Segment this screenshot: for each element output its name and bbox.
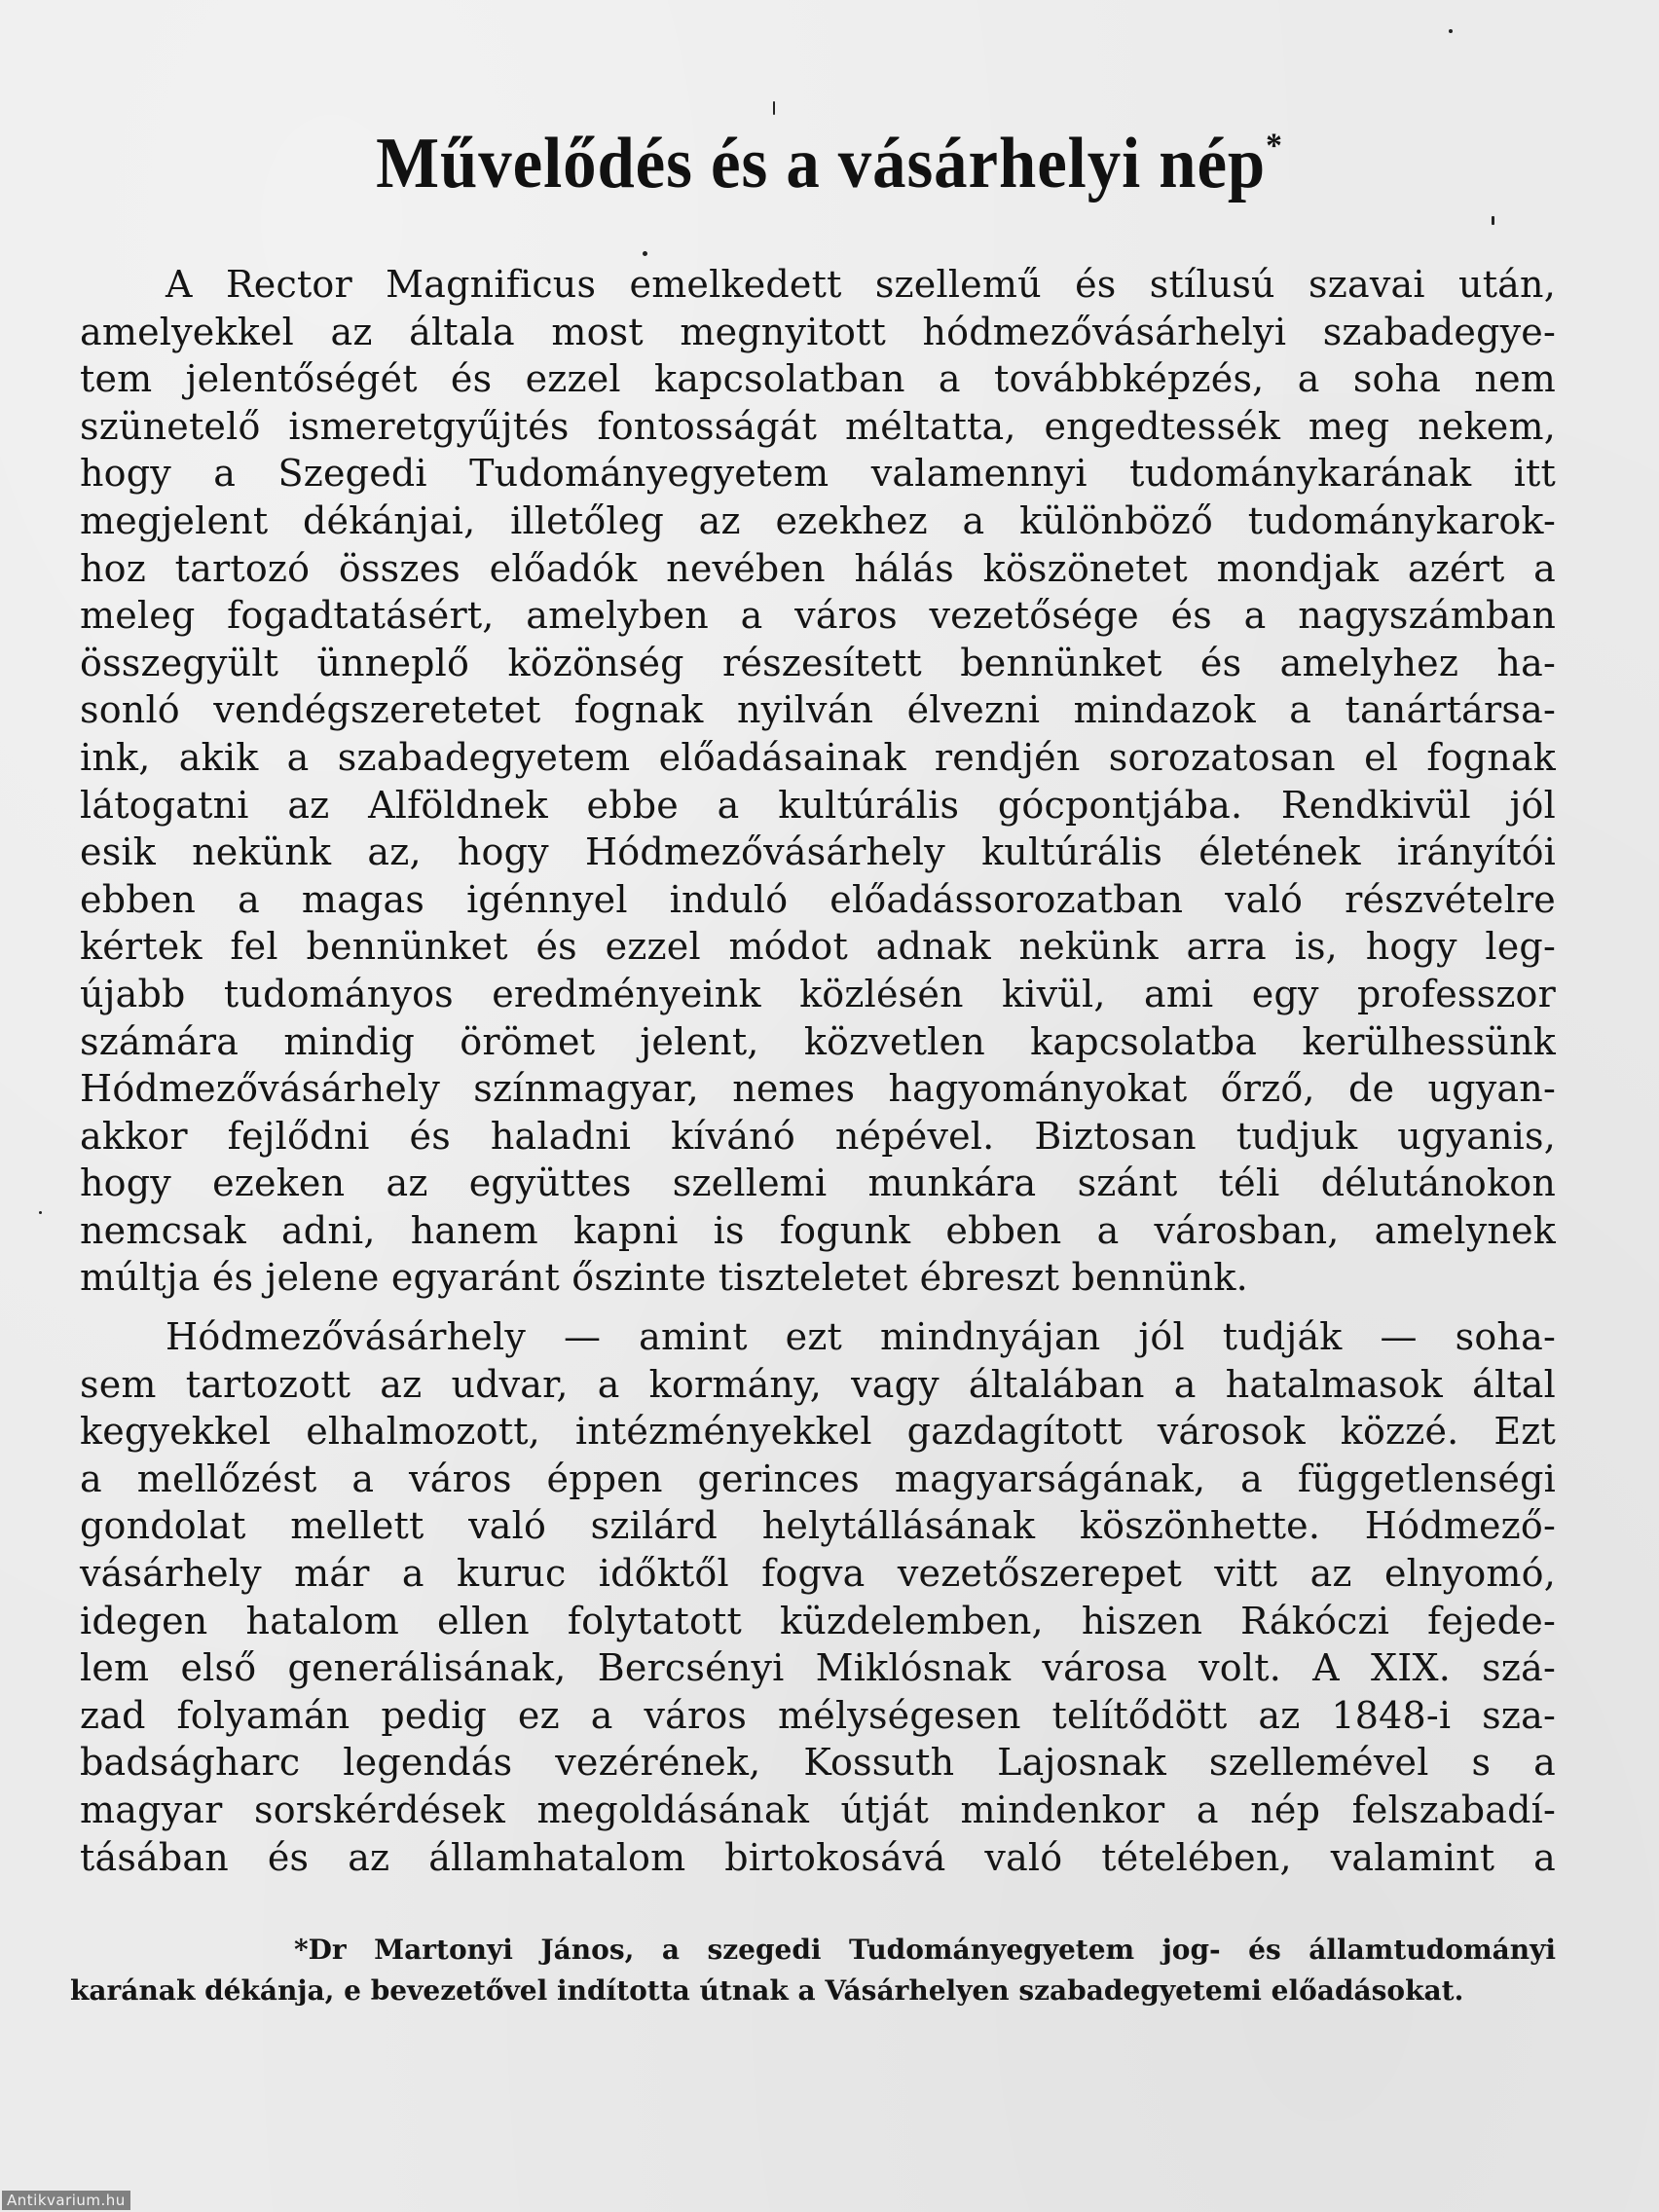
text-line: badságharc legendás vezérének, Kossuth Lajosnak szellemével s a — [80, 1741, 1556, 1785]
page-title-text: Művelődés és a vásárhelyi nép — [376, 124, 1267, 203]
text-line: zad folyamán pedig ez a város mélységesen telítődött az 1848-i sza- — [80, 1693, 1556, 1737]
text-line: ink, akik a szabadegyetem előadásainak rendjén sorozatosan el fognak — [80, 735, 1556, 779]
text-line: sonló vendégszeretetet fognak nyilván élvezni mindazok a tanártársa- — [80, 688, 1556, 732]
paper-speck — [1449, 29, 1453, 33]
text-line: hogy ezeken az együttes szellemi munkára szánt téli délutánokon — [80, 1161, 1556, 1205]
text-line: gondolat mellett való szilárd helytállásának köszönhette. Hódmező- — [80, 1504, 1556, 1548]
text-line: meleg fogadtatásért, amelyben a város vezetősége és a nagyszámban — [80, 594, 1556, 638]
text-line: amelyekkel az általa most megnyitott hódmezővásárhelyi szabadegye- — [80, 310, 1556, 353]
text-line: számára mindig örömet jelent, közvetlen kapcsolatba kerülhessünk — [80, 1019, 1556, 1063]
text-line: kegyekkel elhalmozott, intézményekkel gazdagított városok közzé. Ezt — [80, 1410, 1556, 1454]
paragraph-2 — [80, 1313, 1556, 1881]
text-line: múltja és jelene egyaránt őszinte tiszteletet ébreszt bennünk. — [80, 1256, 1248, 1300]
text-line: nemcsak adni, hanem kapni is fogunk ebben a városban, amelynek — [80, 1208, 1556, 1252]
text-line: hoz tartozó összes előadók nevében hálás köszönetet mondjak azért a — [80, 546, 1556, 590]
text-line: látogatni az Alföldnek ebbe a kultúrális gócpontjába. Rendkivül jól — [80, 783, 1556, 827]
paragraph-gap — [80, 1302, 1556, 1313]
text-line: tásában és az államhatalom birtokosává való tételében, valamint a — [80, 1835, 1556, 1879]
text-line: Hódmezővásárhely színmagyar, nemes hagyományokat őrző, de ugyan- — [80, 1067, 1556, 1111]
text-line: hogy a Szegedi Tudományegyetem valamennyi tudománykarának itt — [80, 452, 1556, 496]
text-line: A Rector Magnificus emelkedett szellemű és stílusú szavai után, — [166, 263, 1556, 306]
footnote-line: *Dr Martonyi János, a szegedi Tudományegyetem jog- és államtudományi — [294, 1934, 1556, 1966]
article-body — [80, 261, 1556, 1881]
text-line: akkor fejlődni és haladni kívánó népével. Biztosan tudjuk ugyanis, — [80, 1114, 1556, 1158]
text-line: Hódmezővásárhely — amint ezt mindnyájan jól tudják — soha- — [166, 1315, 1556, 1359]
text-line: összegyült ünneplő közönség részesített bennünket és amelyhez ha- — [80, 641, 1556, 684]
text-line: kértek fel bennünket és ezzel módot adnak nekünk arra is, hogy leg- — [80, 925, 1556, 969]
paper-speck — [643, 251, 647, 256]
watermark: Antikvarium.hu — [2, 2191, 130, 2210]
paper-speck — [39, 1211, 42, 1214]
text-line: a mellőzést a város éppen gerinces magyarságának, a függetlenségi — [80, 1456, 1556, 1500]
paper-speck — [773, 101, 775, 115]
text-line: idegen hatalom ellen folytatott küzdelemben, hiszen Rákóczi fejede- — [80, 1599, 1556, 1642]
footnote — [70, 1930, 1556, 2011]
footnote-line: karának dékánja, e bevezetővel indította útnak a Vásárhelyen szabadegyetemi előadásokat. — [70, 1974, 1464, 2007]
text-line: magyar sorskérdések megoldásának útját mindenkor a nép felszabadí- — [80, 1788, 1556, 1831]
text-line: tem jelentőségét és ezzel kapcsolatban a továbbképzés, a soha nem — [80, 357, 1556, 401]
text-line: ebben a magas igénnyel induló előadássorozatban való részvételre — [80, 877, 1556, 921]
text-line: vásárhely már a kuruc időktől fogva vezetőszerepet vitt az elnyomó, — [80, 1552, 1556, 1596]
text-line: lem első generálisának, Bercsényi Miklósnak városa volt. A XIX. szá- — [80, 1646, 1556, 1690]
footnote-marker: * — [1266, 126, 1283, 165]
text-line: sem tartozott az udvar, a kormány, vagy általában a hatalmasok által — [80, 1362, 1556, 1406]
text-line: esik nekünk az, hogy Hódmezővásárhely kultúrális életének irányítói — [80, 830, 1556, 874]
page-title — [58, 125, 1602, 203]
text-line: szünetelő ismeretgyűjtés fontosságát méltatta, engedtessék meg nekem, — [80, 404, 1556, 448]
paragraph-1 — [80, 261, 1556, 1302]
text-line: újabb tudományos eredményeink közlésén kivül, ami egy professzor — [80, 972, 1556, 1015]
text-line: megjelent dékánjai, illetőleg az ezekhez a különböző tudománykarok- — [80, 498, 1556, 542]
paper-speck — [1492, 216, 1494, 225]
